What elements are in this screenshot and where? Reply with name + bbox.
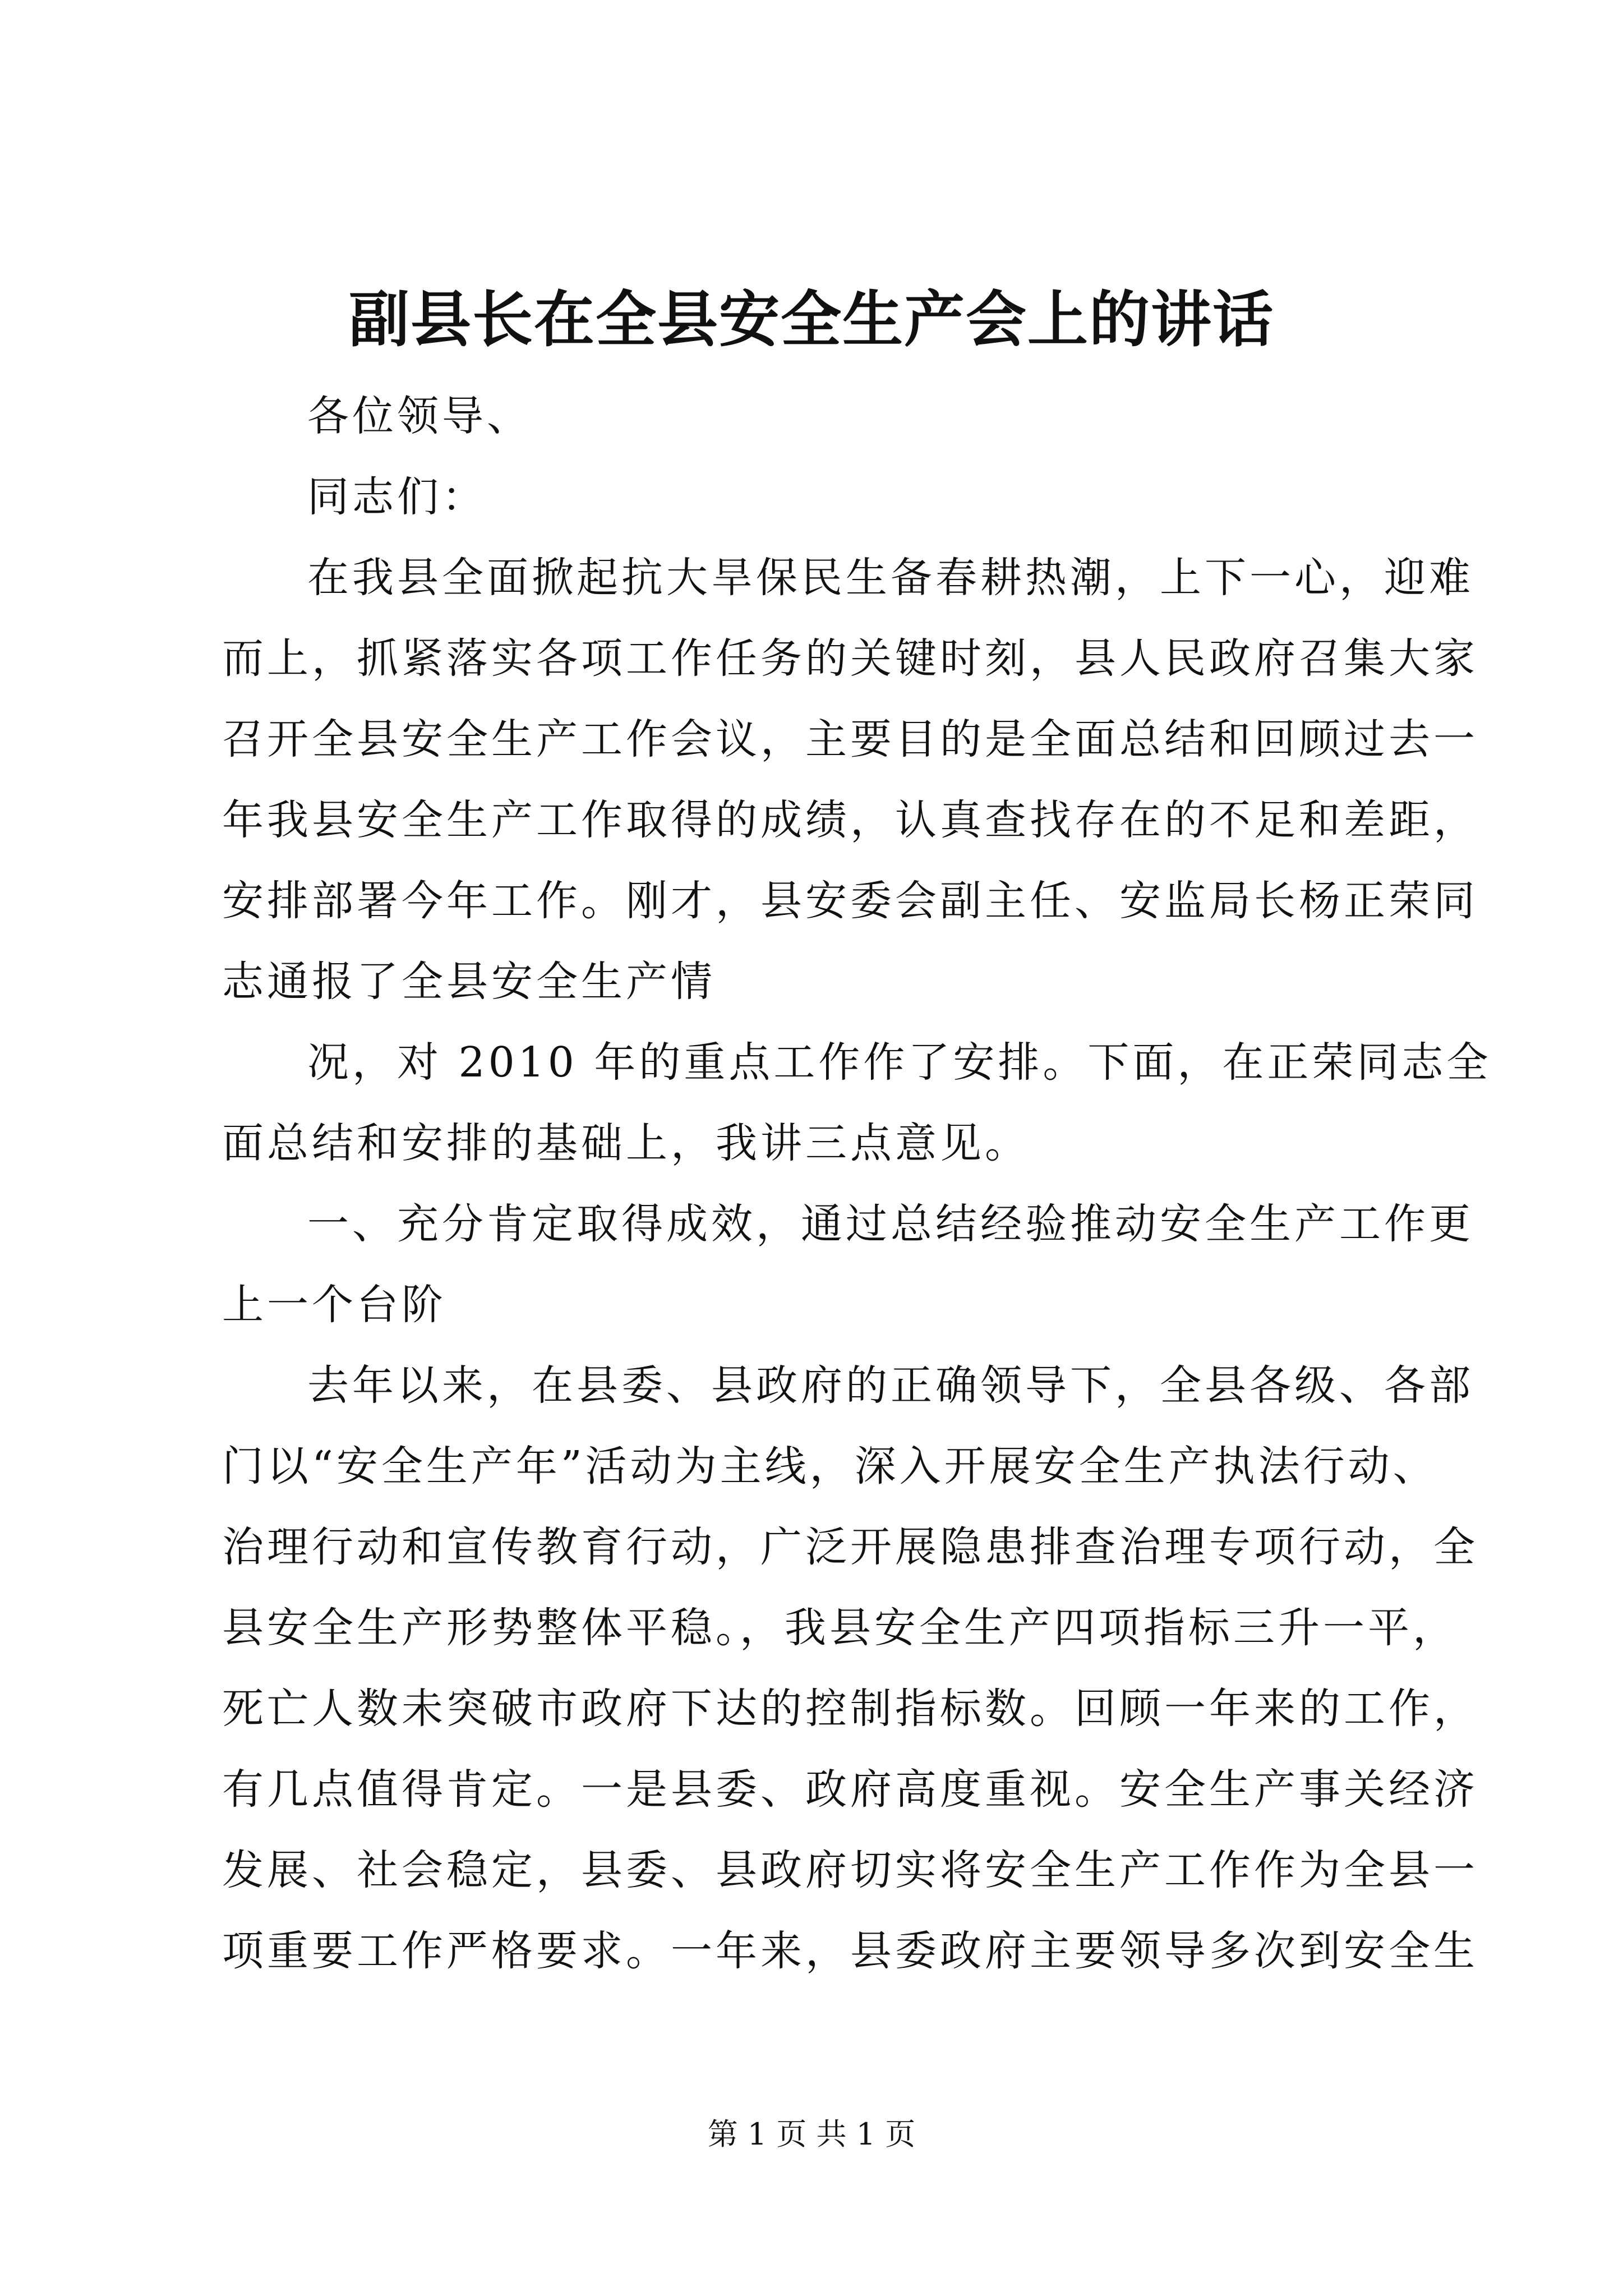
text-line: 发展、社会稳定，县委、县政府切实将安全生产工作作为全县一 bbox=[222, 1846, 1478, 1894]
text-line: 年我县安全生产工作取得的成绩，认真查找存在的不足和差距， bbox=[222, 796, 1478, 844]
text-line: 县安全生产形势整体平稳。，我县安全生产四项指标三升一平， bbox=[222, 1604, 1458, 1652]
text-line: 而上，抓紧落实各项工作任务的关键时刻，县人民政府召集大家 bbox=[222, 634, 1478, 683]
text-line: 上一个台阶 bbox=[222, 1281, 446, 1329]
text-line: 去年以来，在县委、县政府的正确领导下，全县各级、各部 bbox=[307, 1361, 1474, 1410]
text-line: 志通报了全县安全生产情 bbox=[222, 958, 716, 1006]
text-line: 各位领导、 bbox=[307, 392, 532, 440]
text-line: 项重要工作严格要求。一年来，县委政府主要领导多次到安全生 bbox=[222, 1927, 1478, 1975]
text-line: 同志们： bbox=[307, 473, 487, 521]
text-line: 安排部署今年工作。刚才，县安委会副主任、安监局长杨正荣同 bbox=[222, 877, 1478, 925]
text-line: 面总结和安排的基础上，我讲三点意见。 bbox=[222, 1119, 1030, 1167]
text-line: 一、充分肯定取得成效，通过总结经验推动安全生产工作更 bbox=[307, 1200, 1474, 1248]
page-footer: 第 1 页 共 1 页 bbox=[707, 2116, 916, 2152]
text-line: 治理行动和宣传教育行动，广泛开展隐患排查治理专项行动，全 bbox=[222, 1523, 1478, 1571]
document-title: 副县长在全县安全生产会上的讲话 bbox=[348, 284, 1274, 355]
text-line: 在我县全面掀起抗大旱保民生备春耕热潮，上下一心，迎难 bbox=[307, 554, 1474, 602]
text-line: 况，对 2010 年的重点工作作了安排。下面，在正荣同志全 bbox=[307, 1038, 1492, 1087]
text-line: 召开全县安全生产工作会议，主要目的是全面总结和回顾过去一 bbox=[222, 715, 1478, 763]
document-body bbox=[222, 376, 1492, 1991]
text-line: 死亡人数未突破市政府下达的控制指标数。回顾一年来的工作， bbox=[222, 1685, 1478, 1733]
text-line: 门以“安全生产年”活动为主线，深入开展安全生产执法行动、 bbox=[222, 1442, 1438, 1490]
text-line: 有几点值得肯定。一是县委、政府高度重视。安全生产事关经济 bbox=[222, 1765, 1478, 1814]
